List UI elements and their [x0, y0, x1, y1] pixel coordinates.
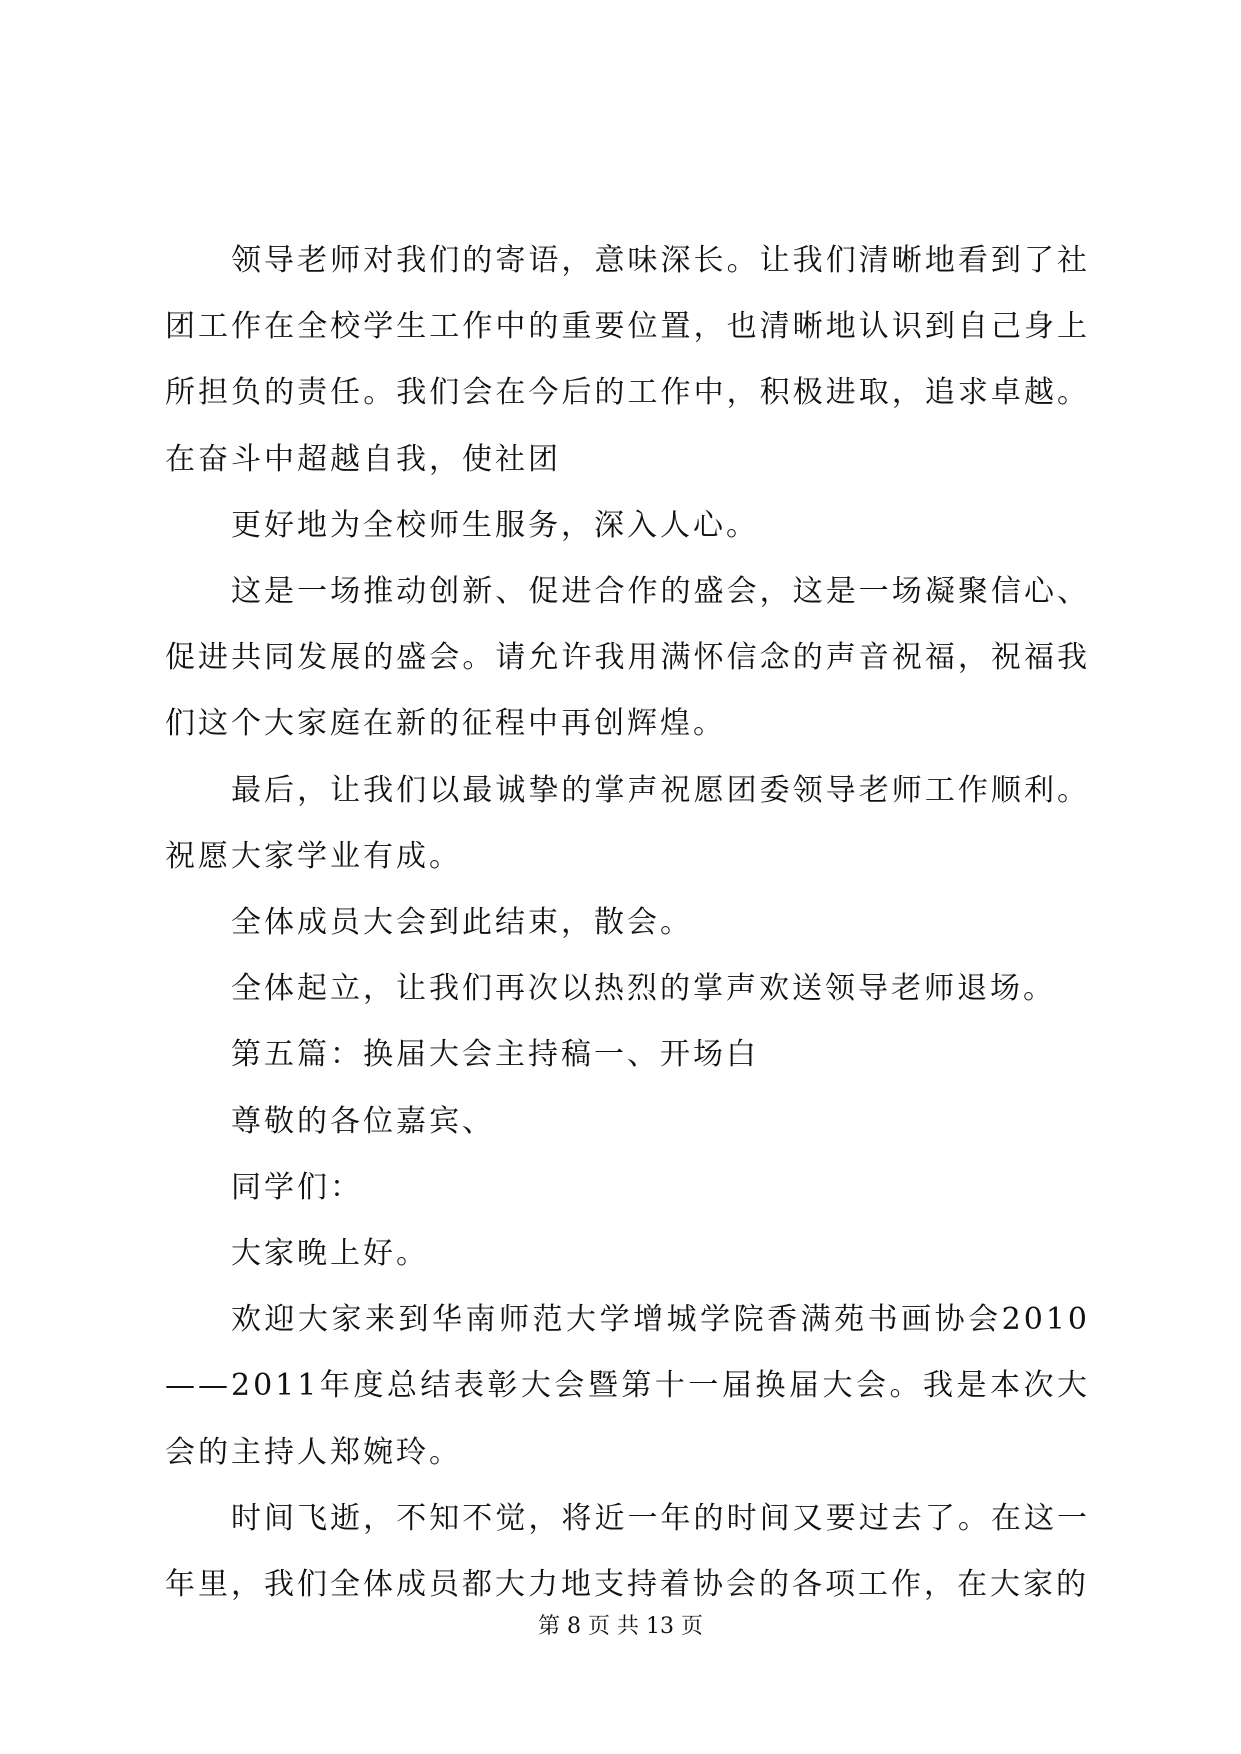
- paragraph: 同学们：: [231, 1169, 363, 1205]
- page-number-footer: 第 8 页 共 13 页: [538, 1614, 703, 1639]
- document-body: [165, 228, 1090, 1618]
- paragraph: 全体成员大会到此结束，散会。: [231, 905, 693, 941]
- paragraph: 最后，让我们以最诚挚的掌声祝愿团委领导老师工作顺利。祝愿大家学业有成。: [165, 772, 1090, 874]
- paragraph: 欢迎大家来到华南师范大学增城学院香满苑书画协会2010——2011年度总结表彰大会暨第十一届换届大会。我是本次大会的主持人郑婉玲。: [165, 1302, 1090, 1470]
- paragraph: 大家晚上好。: [231, 1236, 429, 1272]
- paragraph: 尊敬的各位嘉宾、: [231, 1103, 495, 1139]
- paragraph: 这是一场推动创新、促进合作的盛会，这是一场凝聚信心、促进共同发展的盛会。请允许我用满怀信念的声音祝福，祝福我们这个大家庭在新的征程中再创辉煌。: [165, 574, 1090, 742]
- paragraph: 全体起立，让我们再次以热烈的掌声欢送领导老师退场。: [231, 971, 1056, 1007]
- section-heading: 第五篇：换届大会主持稿一、开场白: [231, 1037, 759, 1073]
- paragraph: 领导老师对我们的寄语，意味深长。让我们清晰地看到了社团工作在全校学生工作中的重要位置，也清晰地认识到自己身上所担负的责任。我们会在今后的工作中，积极进取，追求卓越。在奋斗中超越自我，使社团: [165, 243, 1090, 477]
- paragraph: 时间飞逝，不知不觉，将近一年的时间又要过去了。在这一年里，我们全体成员都大力地支持着协会的各项工作，在大家的: [165, 1500, 1090, 1603]
- paragraph: 更好地为全校师生服务，深入人心。: [231, 507, 759, 543]
